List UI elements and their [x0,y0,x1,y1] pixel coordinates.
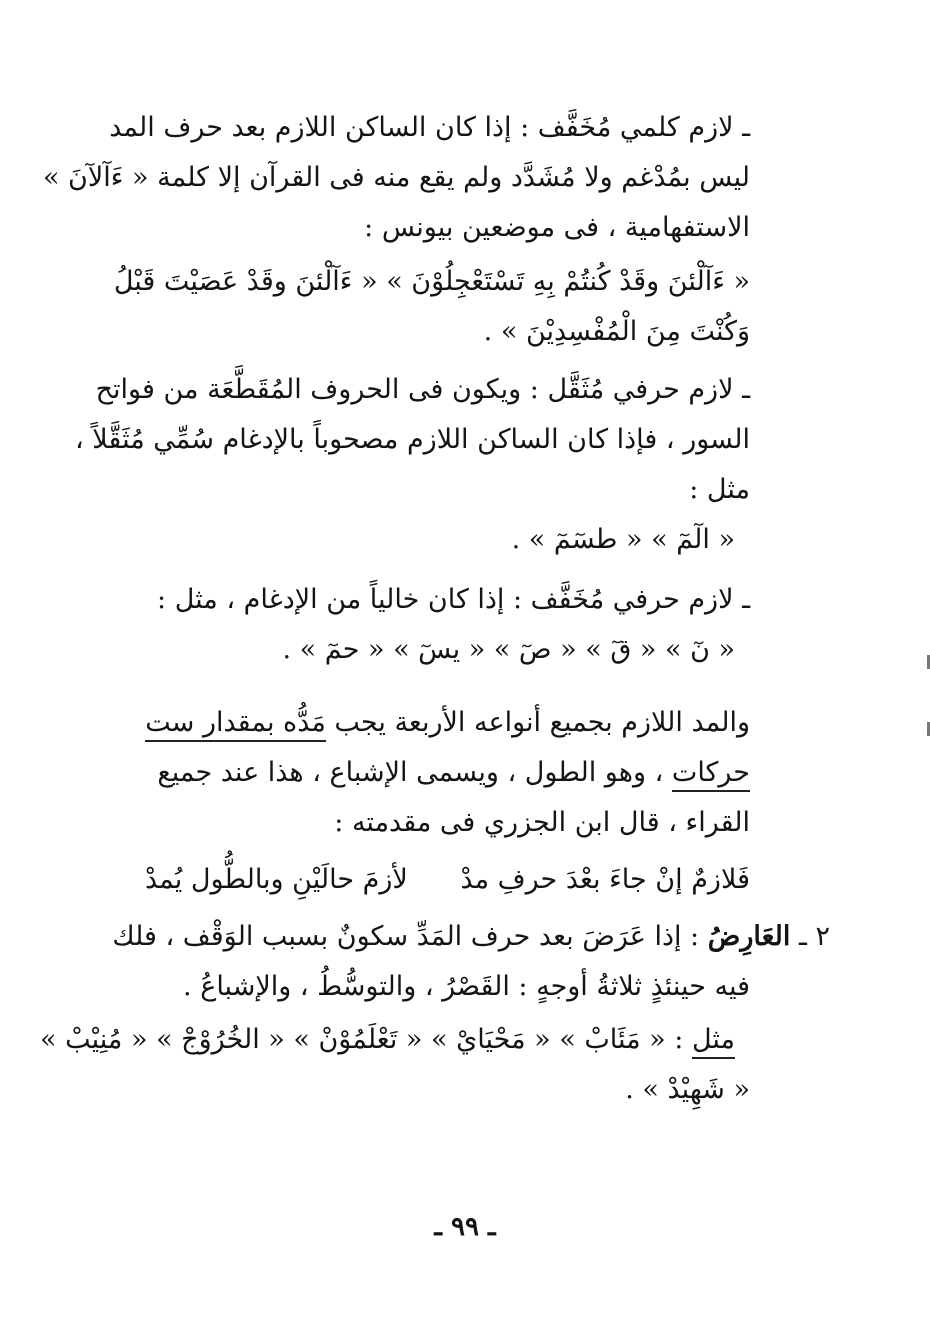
quran-line-2: وَكُنْتَ مِنَ الْمُفْسِدِيْنَ » . [483,316,750,347]
text-line-17: فيه حينئذٍ ثلاثةُ أوجهٍ : القَصْرُ ، والتوسُّطُ ، والإشباعُ . [183,971,750,1002]
text-line-16 [112,917,830,957]
text-segment: والمد اللازم بجميع أنواعه الأربعة يجب [325,707,750,738]
text-line-3: الاستفهامية ، فى موضعين بيونس : [364,212,750,243]
text-line-13 [157,753,750,793]
text-line-14: القراء ، قال ابن الجزري فى مقدمته : [334,807,750,838]
text-line-6: ـ لازم حرفي مُثَقَّل : ويكون فى الحروف المُقَطَّعَة من فواتح [95,374,750,405]
example-line-2: « نٓ » « قٓ » « صٓ » « يسٓ » « حمٓ » . [282,634,735,665]
page-number: ـ ٩٩ ـ [434,1212,496,1242]
text-segment: : إذا عَرَضَ بعد حرف المَدِّ سكونٌ بسبب الوَقْف ، فلك [112,921,708,952]
term-heading: العَارِضُ [707,921,791,952]
text-line-2: ليس بمُدْغم ولا مُشَدَّد ولم يقع منه فى القرآن إلا كلمة « ءَآلآنَ » [42,162,750,193]
underlined-segment: مثل [692,1024,735,1059]
text-line-19: « شَهِيْدْ » . [625,1074,750,1105]
text-line-8: مثل : [689,474,750,505]
poem-hemistich-right: فَلازمٌ إنْ جاءَ بعْدَ حرفِ مدْ [460,864,750,895]
quran-line-1: « ءَآلْئنَ وقَدْ كُنتُمْ بِهِ تَسْتَعْجِلُوْنَ » « ءَآلْئنَ وقَدْ عَصَيْتَ قَبْلُ [113,266,750,297]
underlined-segment: حركات [672,757,750,792]
text-line-7: السور ، فإذا كان الساكن اللازم مصحوباً بالإدغام سُمِّي مُثَقَّلاً ، [75,424,750,455]
poem-hemistich-left: لأزمَ حالَيْنِ وبالطُّول يُمدْ [145,864,408,895]
text-line-1: ـ لازم كلمي مُخَفَّف : إذا كان الساكن اللازم بعد حرف المد [109,112,750,143]
text-line-18 [40,1020,735,1060]
underlined-segment: مَدُّه بمقدار ست [145,707,326,742]
text-line-10: ـ لازم حرفي مُخَفَّف : إذا كان خالياً من الإدغام ، مثل : [157,584,750,615]
text-line-12 [145,703,750,743]
text-segment: : « مَئَابْ » « مَحْيَايْ » « تَعْلَمُوْنْ » « الخُرُوْجْ » « مُنِيْبْ » [40,1024,692,1055]
item-number: ٢ ـ [790,921,830,952]
text-segment: ، وهو الطول ، ويسمى الإشباع ، هذا عند جميع [157,757,672,788]
example-line-1: « الٓمٓ » « طسٓمٓ » . [511,524,735,555]
